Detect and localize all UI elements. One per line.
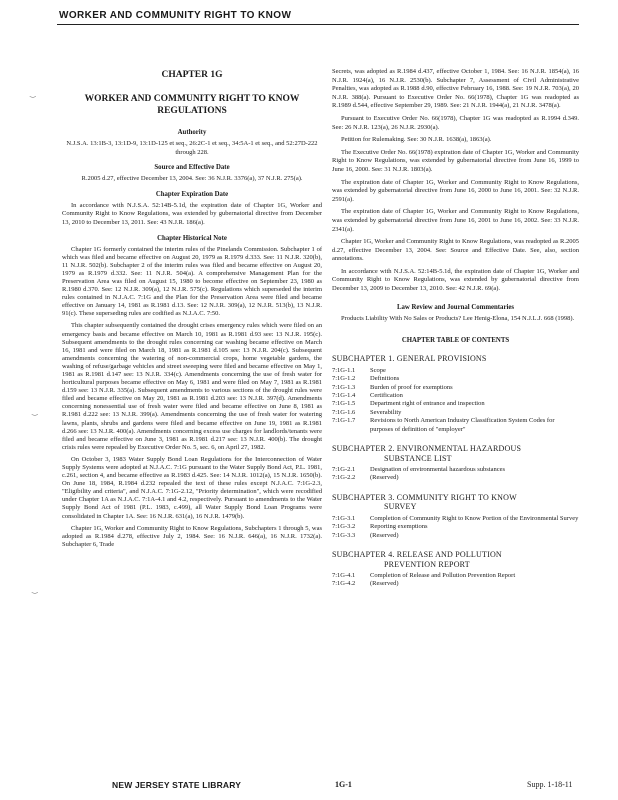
law-review-text: Products Liability With No Sales or Products? Lee Henig-Elona, 154 N.J.L.J. 668 (1998). (341, 314, 575, 322)
subchapter-title: SUBCHAPTER 3. COMMUNITY RIGHT TO KNOW SURVEY (332, 492, 517, 512)
toc-subchapter (332, 550, 579, 589)
section-title: (Reserved) (370, 474, 399, 482)
source-text: R.2005 d.27, effective December 13, 2004. See: 36 N.J.R. 3376(a), 37 N.J.R. 275(a). (81, 175, 303, 183)
section-number: 7:1G-2.2 (332, 474, 356, 482)
history-paragraph: Chapter 1G, Worker and Community Right to Know Regulations, was readopted as R.2005 d.27, effective December 13, 2004. See: Source and Effective Date. See, also, section annotations. (332, 238, 579, 263)
section-title: Revisions to North American Industry Classification System Codes for purposes of definition of "employer" (370, 417, 555, 433)
section-number: 7:1G-1.1 (332, 366, 356, 374)
chapter-title: WORKER AND COMMUNITY RIGHT TO KNOW REGULATIONS (84, 94, 300, 116)
supplement-date: Supp. 1-18-11 (527, 780, 573, 789)
history-paragraph: On October 3, 1983 Water Supply Bond Loan Regulations for the Interconnection of Water Supply Systems were adopted at N.J.A.C. 7:1G pursuant to the Water Supply Bond Act, P.L. 1981, c.261, section 4, and became effective as R.1983 d.425. See: 14 N.J.R. 1012(a), 15 N.J.R. 1650(b). On June 18, 1984, R.1984 d.232 repealed the text of these rules except N.J.A.C. 7:1G-2.3, "Eligibility and criteria", and N.J.A.C. 7:1G-2.12, "Priority determination", which were recodified under Chapter 1A as N.J.A.C. 7:1A-4.1 and 4.2, respectively. Pursuant to amendments to the Water Supply Bond Act of 1981 (P.L. 1983, c.499), all Water Supply Bond Loan Programs were consolidated in Chapter 1A. See: 16 N.J.R. 631(a), 16 N.J.R. 1479(b). (62, 455, 322, 520)
history-paragraph: This chapter subsequently contained the drought crises emergency rules which were filed on an emergency basis and became effective on March 10, 1981 as R.1981 d.93 see: 13 N.J.R. 195(c). Subsequent amendments to the drought rules concerning car washing became effective on March 16, 1981 and were filed on March 18, 1981 as R.1981 d.105 see: 13 N.J.R. 204(c). Subsequent amendments concerning the watering of non-commercial crops, home vegetable gardens, the washing of refuse/garbage vehicles and street sweeping were filed and became effective on May 1, 1981 as R.1981 d.147 see: 13 N.J.R. 334(c). Amendments concerning the use of fresh water for horticultural purposes became effective on May 6, 1981 and were filed on May 7, 1981 as R.1981 d.159 see: 13 N.J.R. 335(a). Subsequent amendments to various sections of the drought rules were filed and became effective on May 20, 1981 as R.1981 d.203 see: 13 N.J.R. 397(d). Amendments concerning nonessential use of fresh water were filed and became effective on June 8, 1981 as R.1981 d.222 see: 13 N.J.R. 399(a). Amendments concerning the use of fresh water for watering lawns, plants, shrubs and gardens were filed and became effective on June 19, 1981 as R.1981 d.266 see: 13 N.J.R. 400(a). Amendments concerning excess use charges for landlords/tenants were filed and became effective on June 3, 1981 as R.1981 d.217 see: 13 N.J.R. 400(b). The drought crisis rules were repealed by Executive Order No. 5, sec. 6, on April 27, 1982. (62, 322, 322, 451)
section-number: 7:1G-3.2 (332, 523, 356, 531)
history-paragraph: The expiration date of Chapter 1G, Worker and Community Right to Know Regulations, was extended by gubernatorial directive from June 16, 2000 to June 16, 2001. See: 32 N.J.R. 2591(a). (332, 178, 579, 203)
section-number: 7:1G-2.1 (332, 466, 356, 473)
toc-entry[interactable] (332, 474, 579, 482)
toc-entry[interactable] (332, 466, 579, 474)
toc-subchapter (332, 354, 579, 434)
margin-mark: ‿ (32, 408, 38, 416)
right-column (332, 68, 579, 589)
authority-heading: Authority (177, 129, 207, 136)
section-title: Designation of environmental hazardous substances (370, 466, 506, 473)
section-title: (Reserved) (370, 531, 399, 539)
history-paragraph: The Executive Order No. 66(1978) expiration date of Chapter 1G, Worker and Community Right to Know Regulations, was extended by gubernatorial directive from June 16, 1999 to June 16, 2000. See: 31 N.J.R. 1803(a). (332, 148, 579, 173)
toc-entry[interactable] (332, 392, 579, 400)
toc-subchapter (332, 493, 579, 540)
section-title: Severability (370, 408, 402, 416)
section-number: 7:1G-4.1 (332, 572, 356, 580)
section-title: Definitions (370, 375, 400, 383)
toc-entry[interactable] (332, 515, 579, 523)
left-column (62, 70, 322, 553)
section-number: 7:1G-1.7 (332, 417, 356, 425)
toc-entry[interactable] (332, 400, 579, 408)
toc-entry[interactable] (332, 417, 579, 434)
section-number: 7:1G-3.1 (332, 514, 356, 522)
section-number: 7:1G-1.4 (332, 391, 356, 399)
section-title: Completion of Release and Pollution Prevention Report (370, 572, 516, 580)
chapter-number: CHAPTER 1G (161, 70, 223, 80)
expiration-heading: Chapter Expiration Date (155, 190, 229, 198)
section-number: 7:1G-3.3 (332, 531, 356, 539)
toc-entry[interactable] (332, 523, 579, 531)
toc-entry[interactable] (332, 572, 579, 580)
history-paragraph: Chapter 1G formerly contained the interim rules of the Pinelands Commission. Subchapter 1 of which was filed and became effective on August 20, 1979 as R.1979 d.333. See: 11 N.J.R. 320(b), 11 N.J.R. 502(b). Subchapter 2 of the interim rules was filed and became effective on August 20, 1979 as R.1979 d.332. See: 11 N.J.R. 504(a). A comprehensive Management Plan for the Preservation Area was filed on August 15, 1980 to become effective on September 23, 1980 as R.1980 d.370. See: 12 N.J.R. 309(a), 12 N.J.R. 575(c). Regulations which superseded the interim rules contained in N.J.A.C. 7:1G and the Plan for the Preservation Area were filed and became effective on January 14, 1981 as R.1981 d.13. See: 12 N.J.R. 309(a), 12 N.J.R. 513(b), 13 N.J.R. 91(c). These superseding rules are codified as N.J.A.C. 7:50. (62, 245, 322, 318)
running-header: WORKER AND COMMUNITY RIGHT TO KNOW (59, 10, 292, 21)
toc-entry[interactable] (332, 532, 579, 540)
section-number: 7:1G-1.5 (332, 400, 356, 408)
section-number: 7:1G-1.6 (332, 408, 356, 416)
section-number: 7:1G-4.2 (332, 580, 356, 588)
toc-entry[interactable] (332, 367, 579, 375)
toc-heading: CHAPTER TABLE OF CONTENTS (401, 337, 510, 345)
toc-subchapter (332, 444, 579, 483)
history-heading: Chapter Historical Note (157, 234, 227, 242)
section-title: Completion of Community Right to Know Portion of the Environmental Survey (370, 514, 579, 522)
section-title: Scope (370, 366, 386, 374)
section-title: Certification (370, 391, 403, 399)
section-title: (Reserved) (370, 580, 399, 588)
page-number: 1G-1 (335, 780, 352, 789)
history-paragraph: Secrets, was adopted as R.1984 d.437, effective October 1, 1984. See: 16 N.J.R. 1854(a), 16 N.J.R. 1924(a), 16 N.J.R. 2530(b). Subchapter 7, Assessment of Civil Administrative Penalties, was adopted as R.1988 d.90, effective February 16, 1988. See: 19 N.J.R. 703(a), 20 N.J.R. 388(a). Pursuant to Executive Order No. 66(1978), Chapter 1G was readopted as R.1989 d.544, effective September 29, 1989. See: 21 N.J.R. 1944(a), 21 N.J.R. 3478(a). (332, 68, 579, 110)
toc-entry[interactable] (332, 580, 579, 588)
section-title: Reporting exemptions (370, 523, 428, 531)
margin-mark: ‿ (30, 90, 36, 98)
section-title: Department right of entrance and inspection (370, 400, 485, 408)
toc-entry[interactable] (332, 375, 579, 383)
margin-mark: ‿ (32, 586, 38, 594)
subchapter-title: SUBCHAPTER 4. RELEASE AND POLLUTION PREVENTION REPORT (332, 550, 502, 569)
history-paragraph: Chapter 1G, Worker and Community Right to Know Regulations, Subchapters 1 through 5, was adopted as R.1984 d.278, effective July 2, 1984. See: 16 N.J.R. 646(a), 16 N.J.R. 1732(a). Subchapter 6, Trade (62, 524, 322, 548)
source-heading: Source and Effective Date (154, 164, 230, 172)
authority-text: N.J.S.A. 13:1B-3, 13:1D-9, 13:1D-125 et seq., 26:2C-1 et seq., 34:5A-1 et seq., and 52:27D-222 through 228. (66, 140, 318, 156)
section-number: 7:1G-1.3 (332, 383, 356, 391)
toc-entry[interactable] (332, 409, 579, 417)
law-review-heading: Law Review and Journal Commentaries (396, 303, 515, 311)
history-paragraph: In accordance with N.J.S.A. 52:14B-5.1d, the expiration date of Chapter 1G, Worker and Community Right to Know Regulations, was extended by gubernatorial directive from December 13, 2009 to December 13, 2010. See: 42 N.J.R. 69(a). (332, 267, 579, 293)
header-rule (57, 24, 579, 25)
history-paragraph: The expiration date of Chapter 1G, Worker and Community Right to Know Regulations, was extended by gubernatorial directive from June 16, 2001 to June 16, 2002. See: 33 N.J.R. 2341(a). (332, 208, 579, 233)
expiration-text: In accordance with N.J.S.A. 52:14B-5.1d, the expiration date of Chapter 1G, Worker and Community Right to Know Regulations, was extended by gubernatorial directive from December 13, 2010 to December 13, 2011. See: 43 N.J.R. 186(a). (62, 201, 322, 226)
subchapter-title: SUBCHAPTER 2. ENVIRONMENTAL HAZARDOUS SUBSTANCE LIST (332, 444, 522, 463)
section-number: 7:1G-1.2 (332, 375, 356, 383)
library-stamp: NEW JERSEY STATE LIBRARY (112, 780, 242, 790)
history-paragraph: Petition for Rulemaking. See: 30 N.J.R. 1638(a), 1863(a). (341, 136, 492, 144)
toc-entry[interactable] (332, 384, 579, 392)
history-paragraph: Pursuant to Executive Order No. 66(1978), Chapter 1G was readopted as R.1994 d.349. See: 26 N.J.R. 123(a), 26 N.J.R. 2930(a). (332, 114, 579, 131)
section-title: Burden of proof for exemptions (370, 383, 453, 391)
subchapter-title: SUBCHAPTER 1. GENERAL PROVISIONS (332, 354, 487, 364)
